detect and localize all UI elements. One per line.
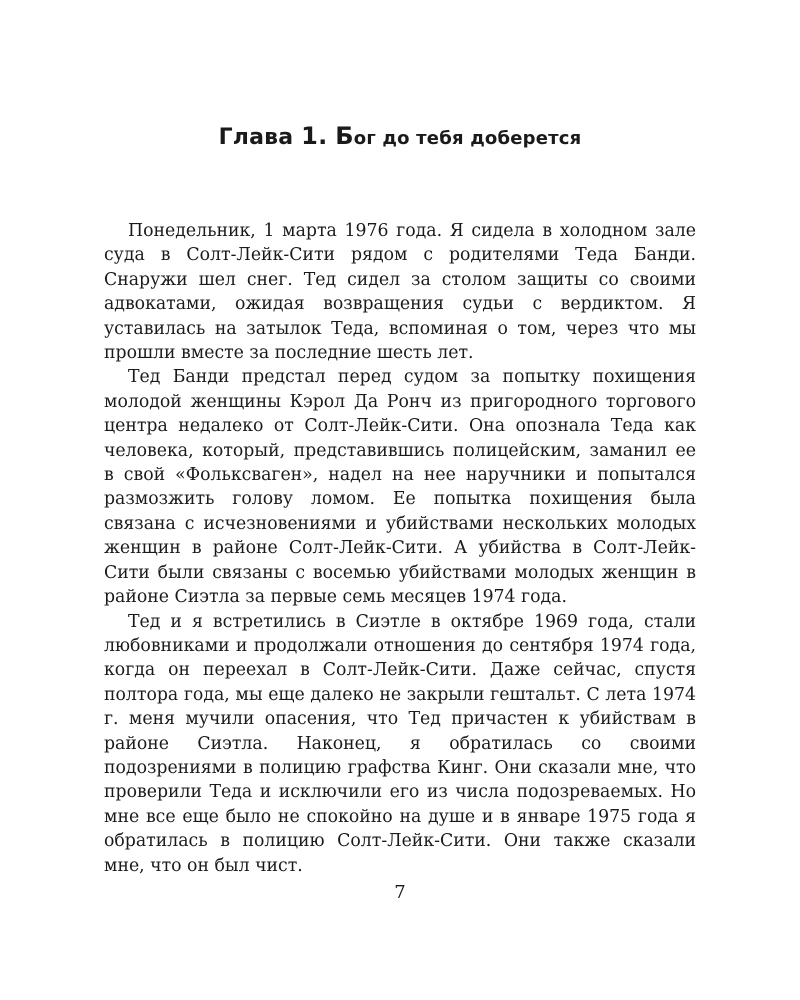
chapter-title-text: ог до тебя доберется (353, 128, 582, 149)
paragraph-1: Понедельник, 1 марта 1976 года. Я сидела в холодном зале суда в Солт-Лейк-Сити рядом с родителями Теда Банди. Снаружи шел снег. Тед сидел за столом защиты со своими адвокатами, ожидая возвращения судьи с вердиктом. Я уставилась на затылок Теда, вспоминая о том, через что мы прошли вместе за последние шесть лет. (104, 221, 696, 364)
paragraph-2: Тед Банди предстал перед судом за попытку похищения молодой женщины Кэрол Да Ронч из пригородного торгового центра недалеко от Солт-Лейк-Сити. Она опознала Теда как человека, который, представившись полицейским, заманил ее в свой «Фольксваген», надел на нее наручники и попытался размозжить голову ломом. Ее попытка похищения была связана с исчезновениями и убийствами нескольких молодых женщин в районе Солт-Лейк-Сити. А убийства в Солт-Лейк-Сити были связаны с восемью убийствами молодых женщин в районе Сиэтла за первые семь месяцев 1974 года. (104, 367, 696, 608)
body-text (104, 219, 696, 878)
paragraph-3: Тед и я встретились в Сиэтле в октябре 1969 года, стали любовниками и продолжали отношения до сентября 1974 года, когда он переехал в Солт-Лейк-Сити. Даже сейчас, спустя полтора года, мы еще далеко не закрыли гештальт. С лета 1974 г. меня мучили опасения, что Тед причастен к убийствам в районе Сиэтла. Наконец, я обратилась со своими подозрениями в полицию графства Кинг. Они сказали мне, что проверили Теда и исключили его из числа подозреваемых. Но мне все еще было не спокойно на душе и в январе 1975 года я обратилась в полицию Солт-Лейк-Сити. Они также сказали мне, что он был чист. (104, 611, 696, 876)
page-number: 7 (394, 882, 406, 903)
chapter-title (0, 122, 800, 150)
chapter-number: 1. (301, 122, 328, 150)
chapter-word: Глава (218, 125, 294, 150)
chapter-title-initial: Б (335, 122, 354, 150)
